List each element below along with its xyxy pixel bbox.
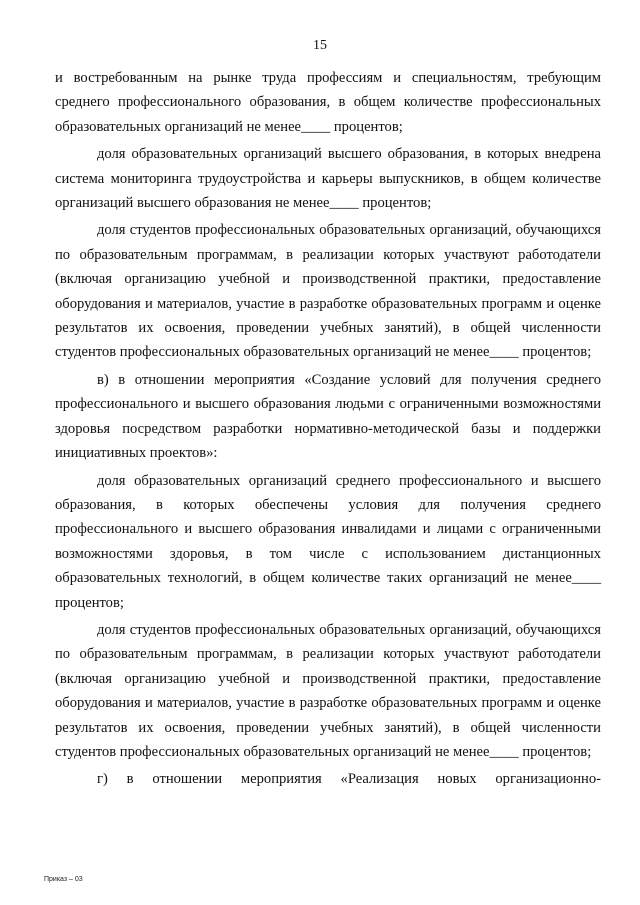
footer-label: Приказ – 03: [44, 876, 83, 883]
page-number: 15: [313, 38, 327, 53]
paragraph-6: доля студентов профессиональных образовательных организаций, обучающихся по образовательным программам, в реализации которых участвуют работодатели (включая организацию учебной и производственной практики, предоставление оборудования и материалов, участие в разработке образовательных программ и оценке результатов их освоения, проведении учебных занятий), в общей численности студентов профессиональных образовательных организаций не менее____ процентов;: [55, 621, 601, 760]
paragraph-7: г) в отношении мероприятия «Реализация новых организационно-: [97, 771, 601, 788]
paragraph-3: доля студентов профессиональных образовательных организаций, обучающихся по образовательным программам, в реализации которых участвуют работодатели (включая организацию учебной и производственной практики, предоставление оборудования и материалов, участие в разработке образовательных программ и оценке результатов их освоения, проведении учебных занятий), в общей численности студентов профессиональных образовательных организаций не менее____ процентов;: [55, 222, 601, 361]
paragraph-4: в) в отношении мероприятия «Создание условий для получения среднего профессионального и высшего образования людьми с ограниченными возможностями здоровья посредством разработки нормативно-методической базы и поддержки инициативных проектов»:: [55, 371, 601, 462]
paragraph-1: и востребованным на рынке труда профессиям и специальностям, требующим среднего профессионального образования, в общем количестве профессиональных образовательных организаций не менее____ процентов;: [55, 70, 601, 135]
paragraph-2: доля образовательных организаций высшего образования, в которых внедрена система мониторинга трудоустройства и карьеры выпускников, в общем количестве организаций высшего образования не менее____ процентов;: [55, 146, 601, 212]
paragraph-5: доля образовательных организаций среднего профессионального и высшего образования, в которых обеспечены условия для получения среднего профессионального и высшего образования инвалидами и лицами с ограниченными возможностями здоровья, в том числе с использованием дистанционных образовательных технологий, в общем количестве таких организаций не менее____ процентов;: [55, 472, 601, 611]
document-body: [55, 66, 601, 795]
